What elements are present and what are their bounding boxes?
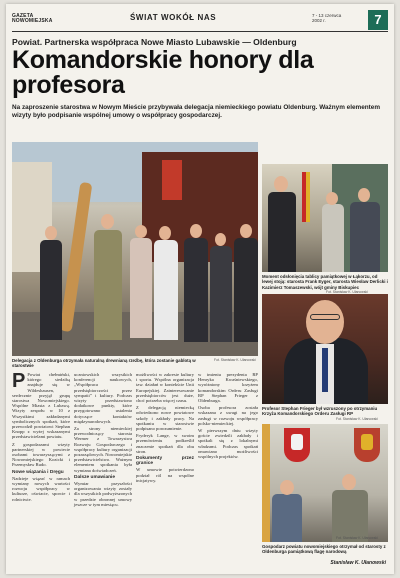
paragraph: uczniowskich wszystkich konferencji naukowych, „Współpraca przedsiębiorczości przez sympatii” i kultury. Podczas wizyty przedstawiono dodatkowe punkty, które przygotowano ustalenia dotyczące kontaktów międzynarodowych. [74, 372, 132, 424]
credit-photo-1: Fot. Stanisław K. Ułanowski [214, 358, 256, 362]
subheading: Nowe wiązania i Dręgu [12, 469, 64, 475]
paragraph: Osoba profesora została wskazana z uwagi na jego zasługi w rozwoju współpracy polsko-niemieckiej. [198, 405, 258, 426]
article-column-4 [198, 372, 258, 461]
article-author: Stanisław K. Ułanowski [330, 560, 386, 566]
caption-photo-2: Moment odsłonięcia tablicy pamiątkowej w Łąkorzu, od lewej stoją: starosta Frank Eyger, starosta Wiesław Derlicki i Kazimierz Tomaszewski, wójt gminy Biskupiec [262, 274, 388, 290]
paragraph: Nadzieje wiązać w ramach wymiany nowych wartości rozwoju współpracy w kulturze, oświacie, sporcie i rolnictwie. [12, 475, 70, 502]
photo-professor-portrait [262, 294, 388, 404]
article-column-1 [12, 372, 70, 504]
article-kicker: Powiat. Partnerska współpraca Nowe Miasto Lubawskie — Oldenburg [12, 37, 297, 47]
photo-plaque-unveiling [262, 164, 388, 272]
caption-photo-3: Profesor Stephan Frieger był wzruszony po otrzymaniu Krzyża Komandorskiego Orderu Zasługi RP [262, 406, 378, 417]
paragraph: Z delegacją niemiecką odwiedzono nowe powiatowe szkoły i zakłady pracy. Na spotkaniu w starostwie podpisano porozumienie. [136, 405, 194, 432]
paragraph: W pierwszym dniu wizyty goście zwiedzili zakłady i spotkali się z lokalnymi władzami. Podczas spotkań omawiano możliwości wspólnych projektów. [198, 428, 258, 460]
photo-flag-presentation [262, 424, 388, 542]
paragraph: możliwości w zakresie kultury i sportu. Wspólna organizacja tzw. działań w kontekście Unii Europejskiej. Zainteresowanie przedsiębiorców jest duże, choć potrzeba więcej czasu. [136, 372, 194, 404]
issue-date: 7 - 13 czerwca 2002 r. [312, 13, 342, 23]
newspaper-page [6, 4, 394, 574]
newspaper-logo: GAZETA NOWOMIEJSKA [12, 13, 53, 24]
credit-photo-2: Fot. Stanisław K. Ułanowski [326, 290, 368, 294]
paragraph: w imieniu prezydenta RP Henryka Kwaśniewskiego, wyróżniony krzyżem komandorskim Orderu Zasługi RP Stephan Frieger z Oldenburga. [198, 372, 258, 404]
caption-photo-1: Delegacja z Oldenburga otrzymała naturalną drewnianą rzeźbę, która zostanie gablotą w starostwie [12, 358, 196, 369]
article-column-3 [136, 372, 194, 485]
section-title: ŚWIAT WOKÓŁ NAS [130, 13, 217, 22]
article-column-2 [74, 372, 132, 509]
page-number: 7 [368, 10, 388, 30]
subheading: Dokumenty przez granice [136, 456, 194, 467]
caption-photo-4: Gospodarz powiatu nowomiejskiego otrzymał od starosty z Oldenburga pamiątkową flagę narodową [262, 544, 386, 555]
article-lead: Na zaproszenie starostwa w Nowym Mieście przybywała delegacja niemieckiego powiatu Oldenburg. Ważnym elementem wizyty było podpisanie wspólnej umowy o współpracy gospodarczej. [12, 104, 381, 119]
page-header [12, 10, 388, 32]
paragraph: W umowie potwierdzono podział ról na wspólne inicjatywy. [136, 467, 194, 483]
paragraph: Za strony niemieckiej przewodniczący starosta Wermer z Towarzystwa Rozwoju Gospodarczego i współpracy kultury organizacji pozarządowych. Nowomiejskie przedstawicielstwo. Ważnym elementem spotkania była wymiana doświadczeń. [74, 426, 132, 473]
credit-photo-3: Fot. Stanisław K. Ułanowski [336, 417, 378, 421]
paragraph: Z gospodarzami wizyty partnerskiej w powiecie osobami towarzyszącymi z Nowomiejskiego Kozicki i Przemysław Rudo. [12, 441, 70, 468]
paragraph: Wymiar przyszłości organizowania wizyty zostały dla wszystkich podwyższonych w przedzie obronnej umowy jeszcze w tym miesiącu. [74, 481, 132, 507]
photo-delegation-sculpture [12, 142, 258, 356]
drop-cap: P [12, 370, 26, 392]
credit-photo-4: Fot. Stanisław K. Ułanowski [336, 536, 378, 540]
subheading: Dalsze umawianie [74, 474, 116, 480]
paragraph: Powiat chełmiński, którego siedzibą znajduje się w Wildeshausen, serdecznie przyjął grupę starostwa Nowomiejskiego. Wspólne Miasta z Lubawą. Wizyty zespołu w 10 z Wszystkimi zakładanymi symbolicznych spotkań, które przewodził powiatowi Stephan Knopp z wyżej wskazanymi przedstawicielami powiatu. [12, 372, 70, 440]
article-headline: Komandorskie honory dla profesora [12, 46, 314, 99]
paragraph: Fryderyk Lange, w swoim przemówieniu podkreślił znaczenie spotkań dla obu stron. [136, 433, 194, 454]
